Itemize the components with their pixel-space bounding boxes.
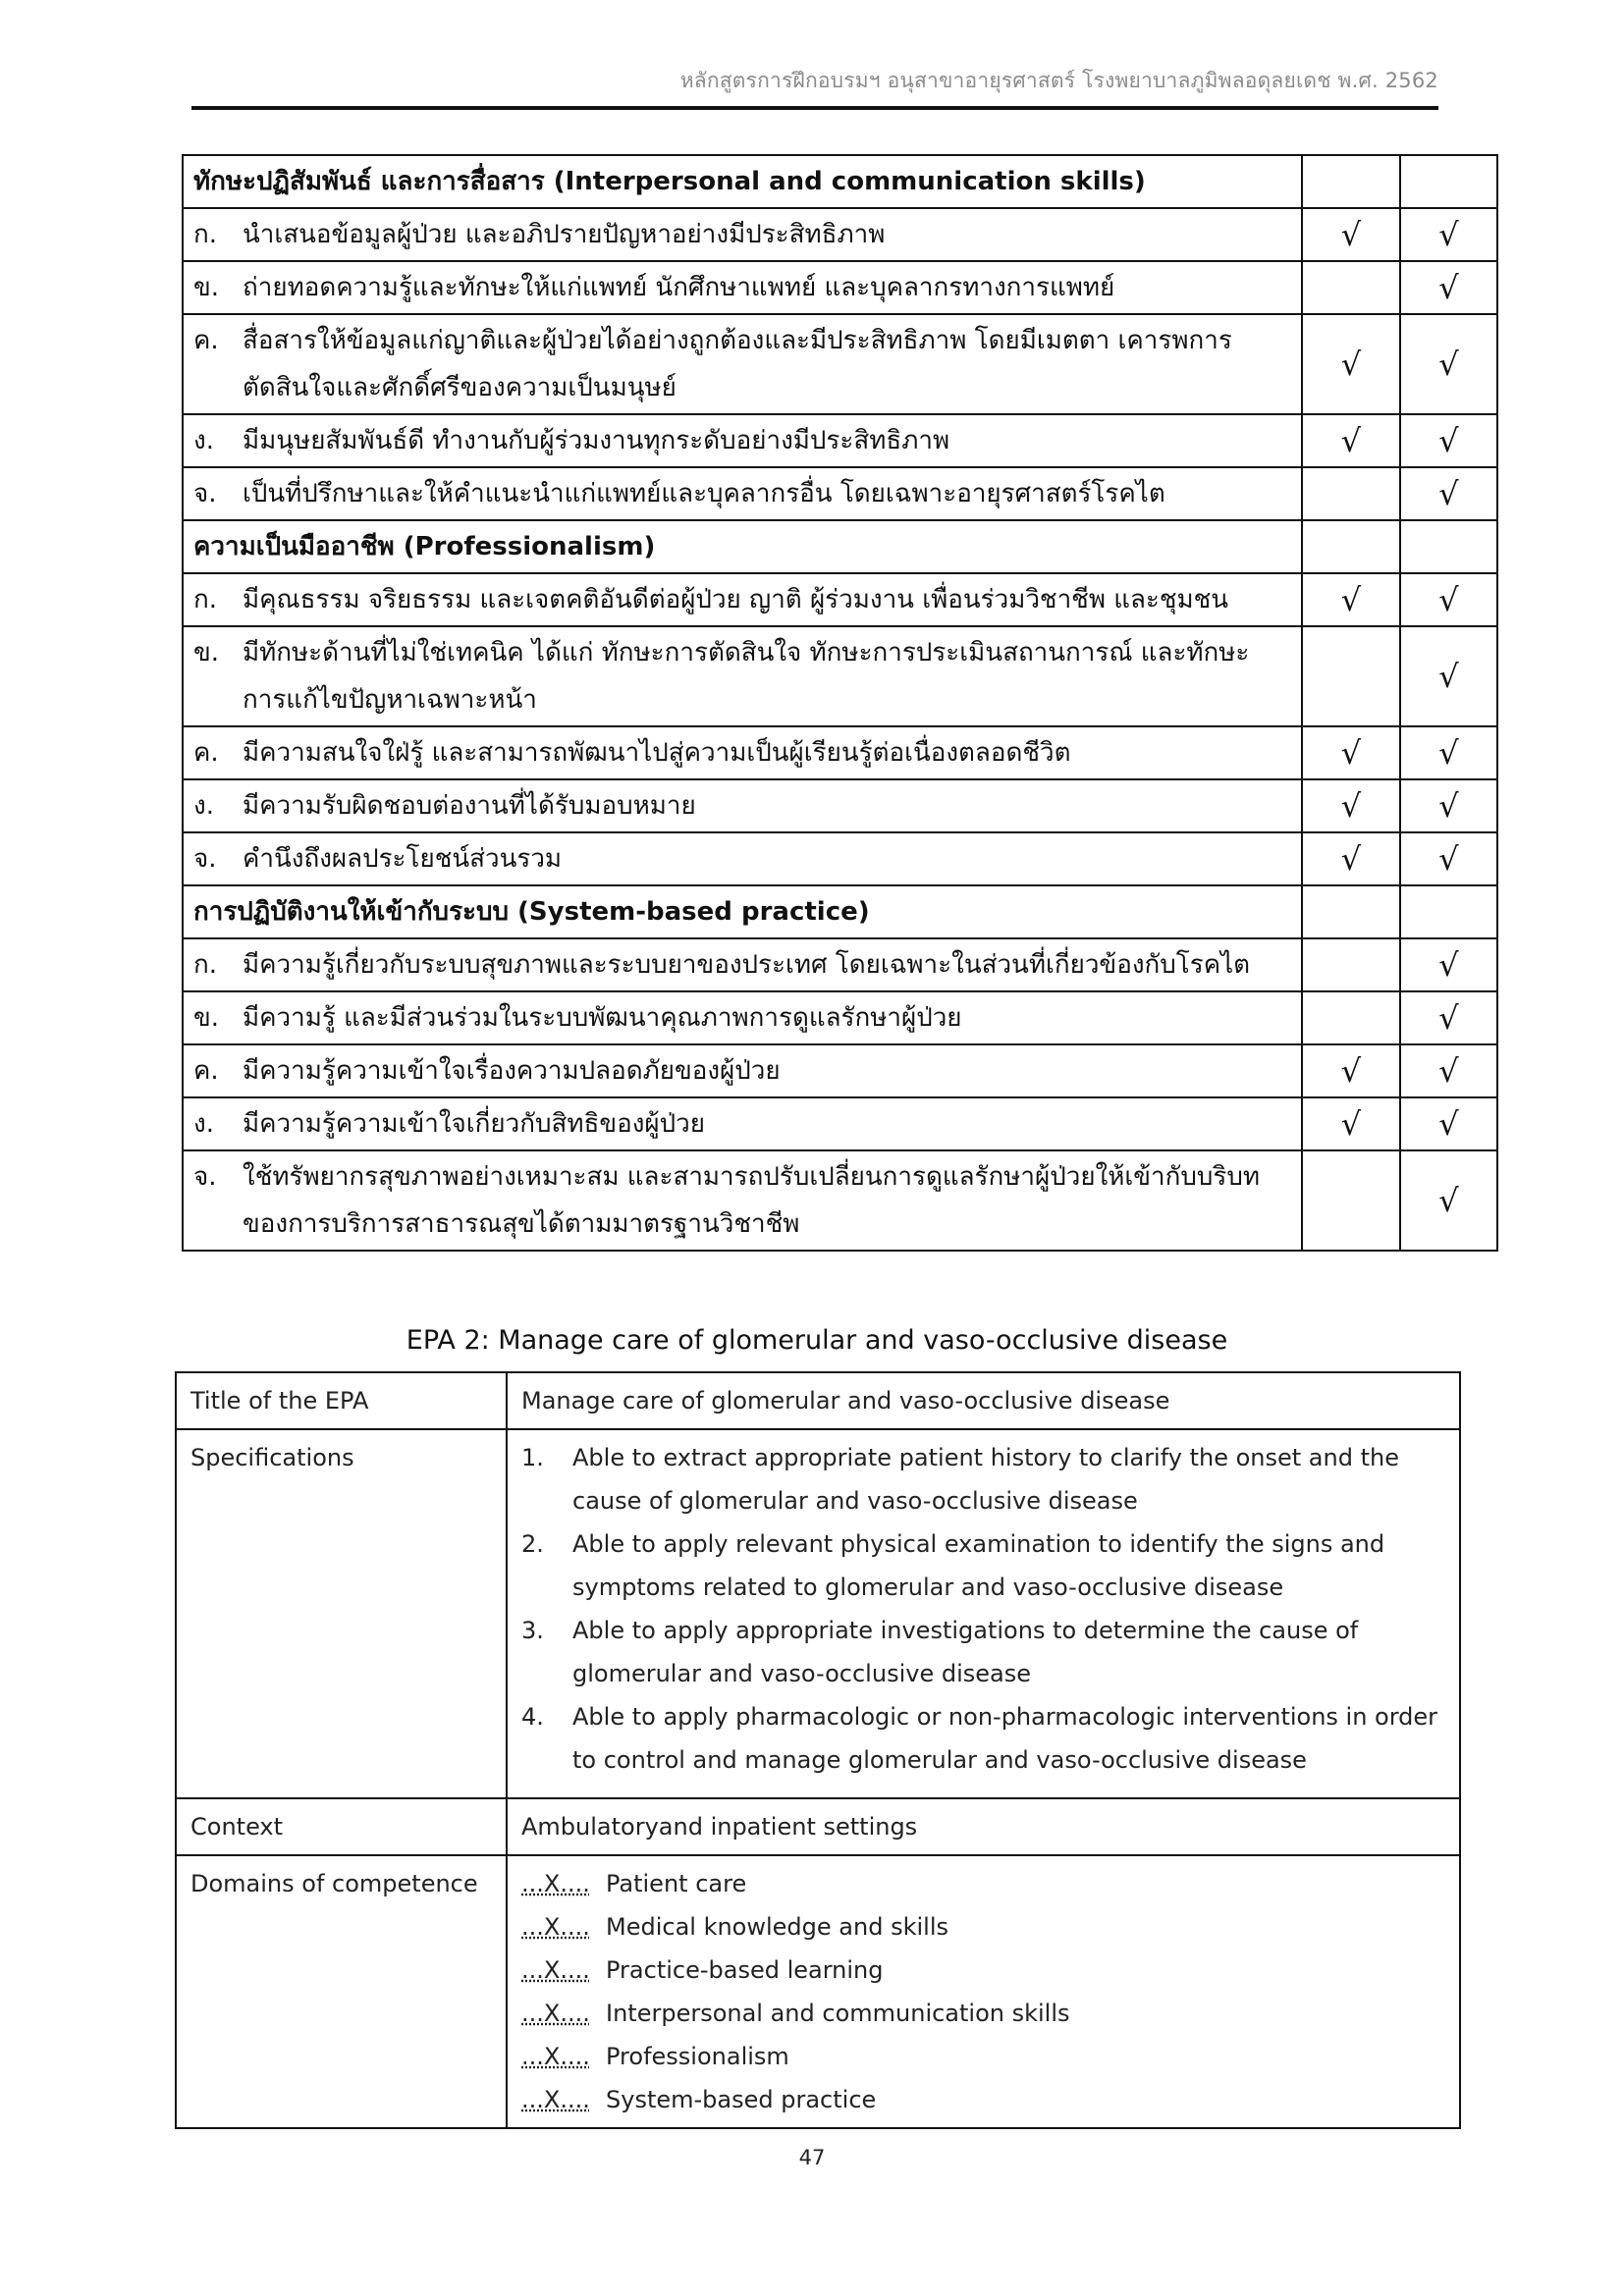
specification-item: [521, 1436, 1445, 1522]
section-col2: [1400, 520, 1497, 573]
specification-text: Able to apply pharmacologic or non-pharmacologic interventions in order to control and manage glomerular and vaso-occlusive disease: [572, 1703, 1438, 1774]
check-col1: [1302, 626, 1400, 726]
check-col1: √: [1302, 314, 1400, 414]
competency-item: [193, 994, 1291, 1041]
competency-row: [183, 779, 1497, 832]
competency-row: [183, 314, 1497, 414]
competency-row: [183, 414, 1497, 467]
domain-item: [521, 2078, 1445, 2121]
item-text: มีความรู้ และมีส่วนร่วมในระบบพัฒนาคุณภาพการดูแลรักษาผู้ป่วย: [243, 1003, 962, 1033]
section-title: การปฏิบัติงานให้เข้ากับระบบ (System-based practice): [183, 885, 1302, 938]
check-col2: √: [1400, 1150, 1497, 1251]
item-marker: ข.: [193, 638, 220, 667]
section-header-row: [183, 520, 1497, 573]
item-text: ใช้ทรัพยากรสุขภาพอย่างเหมาะสม และสามารถปรับเปลี่ยนการดูแลรักษาผู้ป่วยให้เข้ากับบริบทของการบริการสาธารณสุขได้ตามมาตรฐานวิชาชีพ: [243, 1162, 1261, 1239]
competency-cell: [183, 414, 1302, 467]
competency-item: [193, 835, 1291, 882]
specification-item: [521, 1609, 1445, 1695]
check-col2: √: [1400, 626, 1497, 726]
competency-cell: [183, 1044, 1302, 1097]
competency-cell: [183, 208, 1302, 261]
competency-row: [183, 1097, 1497, 1150]
competency-item: [193, 1047, 1291, 1095]
competency-row: [183, 832, 1497, 885]
item-marker: จ.: [193, 1162, 217, 1192]
epa-specifications-cell: [507, 1429, 1460, 1798]
item-text: มีความรับผิดชอบต่องานที่ได้รับมอบหมาย: [243, 791, 696, 821]
item-marker: ก.: [193, 585, 218, 614]
competency-row: [183, 1044, 1497, 1097]
competency-cell: [183, 938, 1302, 991]
check-col1: [1302, 938, 1400, 991]
page-number: 47: [798, 2146, 826, 2169]
competency-item: [193, 729, 1291, 776]
item-marker: ก.: [193, 220, 218, 249]
competency-cell: [183, 261, 1302, 314]
epa-title-value: Manage care of glomerular and vaso-occlusive disease: [507, 1372, 1460, 1429]
item-marker: ง.: [193, 426, 214, 455]
competency-item: [193, 264, 1291, 311]
competency-row: [183, 467, 1497, 520]
check-col2: √: [1400, 726, 1497, 779]
competency-item: [193, 629, 1291, 723]
epa-context-row: [176, 1798, 1460, 1855]
domain-mark: ...X....: [521, 1956, 590, 1984]
domain-text: Interpersonal and communication skills: [606, 2000, 1070, 2027]
item-text: มีความรู้ความเข้าใจเกี่ยวกับสิทธิของผู้ป่วย: [243, 1109, 705, 1139]
item-marker: จ.: [193, 479, 217, 508]
item-marker: จ.: [193, 844, 217, 874]
competency-row: [183, 573, 1497, 626]
item-text: มีความรู้เกี่ยวกับระบบสุขภาพและระบบยาของประเทศ โดยเฉพาะในส่วนที่เกี่ยวข้องกับโรคไต: [243, 950, 1251, 980]
domain-mark: ...X....: [521, 2086, 590, 2113]
item-marker: ง.: [193, 1109, 214, 1139]
item-text: ถ่ายทอดความรู้และทักษะให้แก่แพทย์ นักศึกษาแพทย์ และบุคลากรทางการแพทย์: [243, 273, 1115, 302]
check-col1: √: [1302, 1044, 1400, 1097]
section-col1: [1302, 885, 1400, 938]
section-col1: [1302, 520, 1400, 573]
competency-row: [183, 626, 1497, 726]
domain-mark: ...X....: [521, 1913, 590, 1941]
check-col1: [1302, 467, 1400, 520]
epa-domains-row: [176, 1855, 1460, 2128]
check-col1: √: [1302, 1097, 1400, 1150]
item-text: มีมนุษยสัมพันธ์ดี ทำงานกับผู้ร่วมงานทุกระดับอย่างมีประสิทธิภาพ: [243, 426, 950, 455]
item-marker: ค.: [193, 738, 219, 768]
check-col1: √: [1302, 414, 1400, 467]
specification-text: Able to extract appropriate patient history to clarify the onset and the cause of glomerular and vaso-occlusive disease: [572, 1444, 1399, 1515]
epa-heading: EPA 2: Manage care of glomerular and vaso-occlusive disease: [406, 1325, 1228, 1356]
check-col2: √: [1400, 991, 1497, 1044]
competency-row: [183, 991, 1497, 1044]
specification-item: [521, 1522, 1445, 1609]
check-col1: √: [1302, 573, 1400, 626]
epa-context-label: Context: [176, 1798, 507, 1855]
competency-item: [193, 417, 1291, 464]
domain-text: System-based practice: [606, 2086, 877, 2113]
item-marker: ค.: [193, 326, 219, 355]
competency-item: [193, 941, 1291, 988]
competency-row: [183, 938, 1497, 991]
epa-specifications-label: Specifications: [176, 1429, 507, 1798]
header-rule: [191, 106, 1438, 110]
domain-text: Medical knowledge and skills: [606, 1913, 948, 1941]
check-col2: √: [1400, 832, 1497, 885]
competency-item: [193, 1153, 1291, 1248]
epa-domains-label: Domains of competence: [176, 1855, 507, 2128]
check-col2: √: [1400, 261, 1497, 314]
competency-row: [183, 208, 1497, 261]
item-text: มีความรู้ความเข้าใจเรื่องความปลอดภัยของผู้ป่วย: [243, 1056, 781, 1086]
competency-item: [193, 317, 1291, 411]
item-marker: ง.: [193, 791, 214, 821]
section-header-row: [183, 885, 1497, 938]
check-col1: √: [1302, 208, 1400, 261]
domain-mark: ...X....: [521, 2000, 590, 2027]
competency-table: [182, 154, 1498, 1252]
epa-context-value: Ambulatoryand inpatient settings: [507, 1798, 1460, 1855]
specification-item: [521, 1695, 1445, 1782]
item-text: คำนึงถึงผลประโยชน์ส่วนรวม: [243, 844, 563, 874]
domain-item: [521, 1992, 1445, 2035]
check-col2: √: [1400, 414, 1497, 467]
competency-cell: [183, 573, 1302, 626]
check-col2: √: [1400, 779, 1497, 832]
competency-cell: [183, 626, 1302, 726]
epa-table: [175, 1371, 1461, 2129]
competency-cell: [183, 779, 1302, 832]
epa-domains-cell: [507, 1855, 1460, 2128]
item-marker: ก.: [193, 950, 218, 980]
check-col1: √: [1302, 726, 1400, 779]
item-text: เป็นที่ปรึกษาและให้คำแนะนำแก่แพทย์และบุคลากรอื่น โดยเฉพาะอายุรศาสตร์โรคไต: [243, 479, 1165, 508]
specification-text: Able to apply relevant physical examination to identify the signs and symptoms related to glomerular and vaso-occlusive disease: [572, 1530, 1385, 1601]
domain-text: Professionalism: [606, 2043, 789, 2070]
item-marker: ค.: [193, 1056, 219, 1086]
domain-text: Practice-based learning: [606, 1956, 884, 1984]
specifications-list: [521, 1436, 1445, 1782]
section-title: ความเป็นมืออาชีพ (Professionalism): [183, 520, 1302, 573]
section-col2: [1400, 885, 1497, 938]
check-col1: [1302, 1150, 1400, 1251]
epa-title-row: [176, 1372, 1460, 1429]
competency-row: [183, 1150, 1497, 1251]
competency-cell: [183, 1097, 1302, 1150]
competency-cell: [183, 314, 1302, 414]
competency-item: [193, 782, 1291, 829]
domain-item: [521, 1862, 1445, 1905]
page-header: หลักสูตรการฝึกอบรมฯ อนุสาขาอายุรศาสตร์ โรงพยาบาลภูมิพลอดุลยเดช พ.ศ. 2562: [679, 69, 1438, 92]
domain-item: [521, 1905, 1445, 1949]
competency-cell: [183, 832, 1302, 885]
item-text: สื่อสารให้ข้อมูลแก่ญาติและผู้ป่วยได้อย่างถูกต้องและมีประสิทธิภาพ โดยมีเมตตา เคารพการตัดสินใจและศักดิ์ศรีของความเป็นมนุษย์: [243, 326, 1232, 402]
check-col2: √: [1400, 1044, 1497, 1097]
specification-text: Able to apply appropriate investigations to determine the cause of glomerular and vaso-occlusive disease: [572, 1617, 1359, 1687]
check-col2: √: [1400, 573, 1497, 626]
competency-cell: [183, 1150, 1302, 1251]
specification-number: 4.: [521, 1703, 544, 1731]
section-col2: [1400, 155, 1497, 208]
competency-row: [183, 726, 1497, 779]
item-text: นำเสนอข้อมูลผู้ป่วย และอภิปรายปัญหาอย่างมีประสิทธิภาพ: [243, 220, 886, 249]
epa-title-label: Title of the EPA: [176, 1372, 507, 1429]
check-col1: [1302, 261, 1400, 314]
check-col2: √: [1400, 208, 1497, 261]
competency-item: [193, 211, 1291, 258]
specification-number: 1.: [521, 1444, 544, 1471]
check-col2: √: [1400, 938, 1497, 991]
domain-text: Patient care: [606, 1870, 747, 1897]
check-col2: √: [1400, 314, 1497, 414]
competency-row: [183, 261, 1497, 314]
competency-cell: [183, 726, 1302, 779]
item-text: มีทักษะด้านที่ไม่ใช่เทคนิค ได้แก่ ทักษะการตัดสินใจ ทักษะการประเมินสถานการณ์ และทักษะการแก้ไขปัญหาเฉพาะหน้า: [243, 638, 1250, 715]
section-header-row: [183, 155, 1497, 208]
specification-number: 2.: [521, 1530, 544, 1558]
competency-cell: [183, 467, 1302, 520]
domain-mark: ...X....: [521, 2043, 590, 2070]
domain-item: [521, 1949, 1445, 1992]
check-col1: [1302, 991, 1400, 1044]
item-text: มีความสนใจใฝ่รู้ และสามารถพัฒนาไปสู่ความเป็นผู้เรียนรู้ต่อเนื่องตลอดชีวิต: [243, 738, 1071, 768]
item-marker: ข.: [193, 273, 220, 302]
domain-mark: ...X....: [521, 1870, 590, 1897]
competency-cell: [183, 991, 1302, 1044]
check-col1: √: [1302, 779, 1400, 832]
item-marker: ข.: [193, 1003, 220, 1033]
competency-item: [193, 1100, 1291, 1148]
domain-item: [521, 2035, 1445, 2078]
specification-number: 3.: [521, 1617, 544, 1644]
item-text: มีคุณธรรม จริยธรรม และเจตคติอันดีต่อผู้ป่วย ญาติ ผู้ร่วมงาน เพื่อนร่วมวิชาชีพ และชุมชน: [243, 585, 1229, 614]
competency-item: [193, 576, 1291, 623]
competency-item: [193, 470, 1291, 517]
check-col1: √: [1302, 832, 1400, 885]
check-col2: √: [1400, 1097, 1497, 1150]
check-col2: √: [1400, 467, 1497, 520]
epa-specifications-row: [176, 1429, 1460, 1798]
section-col1: [1302, 155, 1400, 208]
section-title: ทักษะปฏิสัมพันธ์ และการสื่อสาร (Interpersonal and communication skills): [183, 155, 1302, 208]
